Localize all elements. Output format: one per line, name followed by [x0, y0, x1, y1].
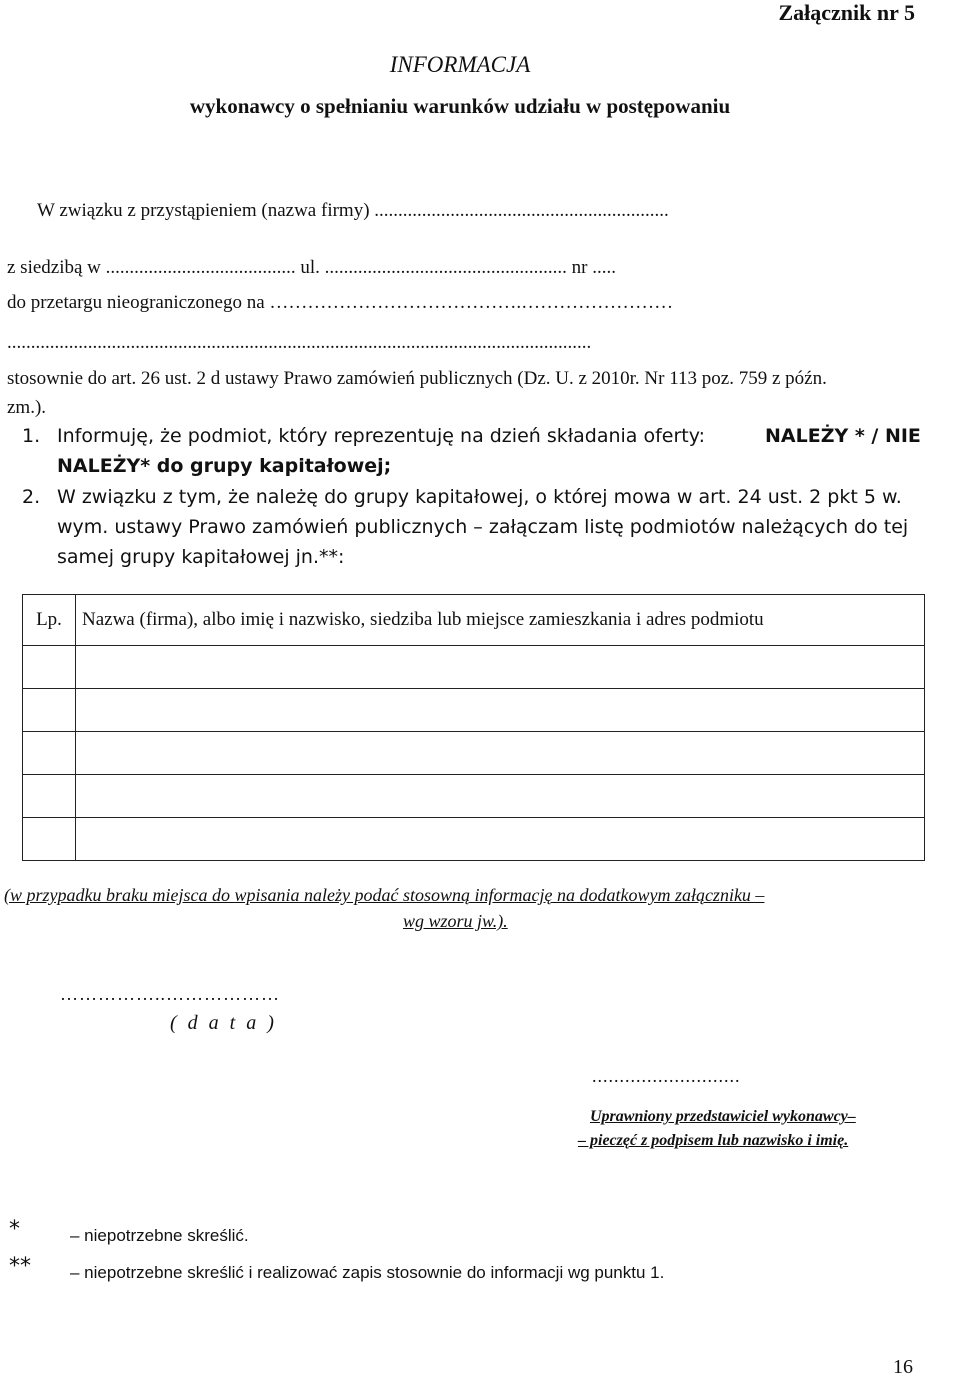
attachment-label: Załącznik nr 5 — [778, 0, 915, 25]
table-row — [23, 818, 925, 861]
date-label: ( d a t a ) — [170, 1012, 277, 1034]
footnote-1-mark: * — [9, 1217, 20, 1242]
intro-tender-line: do przetargu nieograniczonego na ………………………………….…………………… — [7, 292, 674, 313]
header-entity-name: Nazwa (firma), albo imię i nazwisko, siedziba lub miejsce zamieszkania i adres podmiotu — [76, 595, 925, 646]
footnote-1-text: – niepotrzebne skreślić. — [70, 1226, 249, 1245]
item-2-number: 2. — [22, 486, 41, 508]
table-row — [23, 775, 925, 818]
table-row — [23, 689, 925, 732]
table-header-row — [23, 595, 925, 646]
table-cell-lp[interactable] — [23, 732, 76, 775]
intro-dotted-line: ........................................................................................................................... — [7, 332, 592, 353]
table-cell-lp[interactable] — [23, 775, 76, 818]
signature-dotted-line: ........................... — [592, 1066, 741, 1086]
intro-legal-basis: stosownie do art. 26 ust. 2 d ustawy Prawo zamówień publicznych (Dz. U. z 2010r. Nr 113 poz. 759 z późn. — [7, 368, 827, 389]
group-entities-table — [22, 594, 925, 861]
intro-company-line: W związku z przystąpieniem (nazwa firmy) .............................................................. — [37, 200, 669, 221]
date-dotted-line: ……………..……………… — [60, 984, 280, 1004]
missing-space-note-end: wg wzoru jw.). — [403, 911, 508, 931]
table-cell-lp[interactable] — [23, 689, 76, 732]
item-2-line-2: wym. ustawy Prawo zamówień publicznych – załączam listę podmiotów należących do tej — [57, 516, 909, 538]
item-1-number: 1. — [22, 425, 41, 447]
table-cell-entity[interactable] — [76, 732, 925, 775]
table-row — [23, 732, 925, 775]
signature-caption-1: Uprawniony przedstawiciel wykonawcy– — [590, 1108, 856, 1125]
table-cell-lp[interactable] — [23, 818, 76, 861]
item-2-line-3: samej grupy kapitałowej jn.**: — [57, 546, 345, 568]
item-1-option-continued: NALEŻY* do grupy kapitałowej; — [57, 455, 392, 477]
item-1-text: Informuję, że podmiot, który reprezentuję na dzień składania oferty: — [57, 425, 706, 447]
document-title: INFORMACJA — [389, 52, 531, 77]
footnote-2-text: – niepotrzebne skreślić i realizować zapis stosownie do informacji wg punktu 1. — [70, 1263, 665, 1282]
table-cell-entity[interactable] — [76, 818, 925, 861]
header-lp: Lp. — [23, 595, 76, 646]
intro-address-line: z siedzibą w ........................................ ul. ................................................... nr ..... — [7, 257, 617, 278]
footnote-2-mark: ** — [9, 1254, 31, 1279]
item-1-option: NALEŻY * / NIE — [765, 425, 921, 447]
table-cell-lp[interactable] — [23, 646, 76, 689]
missing-space-note: (w przypadku braku miejsca do wpisania należy podać stosowną informację na dodatkowym załączniku – — [4, 885, 765, 905]
table-cell-entity[interactable] — [76, 775, 925, 818]
page-number: 16 — [893, 1356, 913, 1378]
table-row — [23, 646, 925, 689]
table-cell-entity[interactable] — [76, 646, 925, 689]
document-subtitle: wykonawcy o spełnianiu warunków udziału w postępowaniu — [189, 94, 731, 118]
item-2-line-1: W związku z tym, że należę do grupy kapitałowej, o której mowa w art. 24 ust. 2 pkt 5 w. — [57, 486, 902, 508]
intro-legal-basis-end: zm.). — [7, 397, 47, 418]
signature-caption-2: – pieczęć z podpisem lub nazwisko i imię. — [578, 1132, 849, 1149]
table-cell-entity[interactable] — [76, 689, 925, 732]
